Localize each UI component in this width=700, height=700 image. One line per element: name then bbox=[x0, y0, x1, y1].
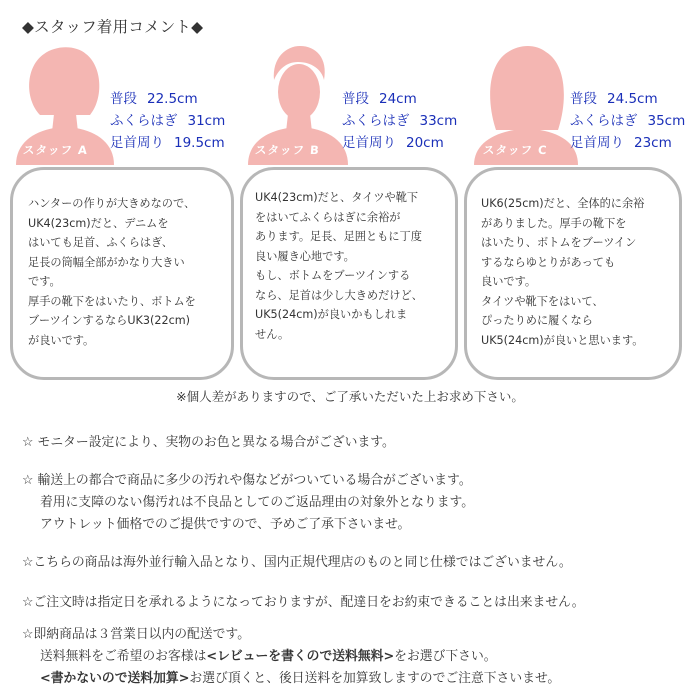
comment-line: UK4(23cm)だと、デニムを bbox=[28, 216, 169, 230]
monitor-notice: ☆ モニター設定により、実物のお色と異なる場合がございます。 bbox=[22, 435, 395, 450]
measurement-calf: ふくらはぎ 31cm bbox=[110, 113, 226, 129]
measurement-ankle: 足首周り 19.5cm bbox=[110, 135, 225, 151]
shipping-fee-notice: ☆即納商品は３営業日以内の配送です。 送料無料をご希望のお客様は<レビューを書くので送料無料>をお選び下さい。 <書かないので送料加算>お選び頂くと、後日送料を加算致しますのでご注意下さいませ。 bbox=[22, 624, 560, 690]
staff-b-profile bbox=[242, 40, 472, 170]
comment-line: あります。足長、足囲ともに丁度 bbox=[255, 230, 422, 243]
shipping-damage-notice: ☆ 輸送上の都合で商品に多少の汚れや傷などがついている場合がございます。 着用に支障のない傷汚れは不良品としてのご返品理由の対象外となります。 アウトレット価格でのご提供ですので、予めご了承下さいませ。 bbox=[22, 473, 475, 532]
comment-line: はいたり、ボトムをブーツイン bbox=[481, 236, 637, 249]
comment-line: せん。 bbox=[255, 327, 290, 341]
import-notice: ☆こちらの商品は海外並行輸入品となり、国内正規代理店のものと同じ仕様ではございません。 bbox=[22, 555, 572, 570]
staff-label: スタッフ A bbox=[22, 143, 89, 157]
comment-line: 厚手の靴下をはいたり、ボトムを bbox=[28, 294, 196, 308]
shipping-charge-line: <書かないので送料加算>お選び頂くと、後日送料を加算致しますのでご注意下さいませ。 bbox=[40, 671, 561, 686]
comment-line: UK5(24cm)が良いと思います。 bbox=[481, 333, 644, 347]
staff-a-comment-bubble bbox=[10, 167, 234, 380]
staff-label: スタッフ B bbox=[254, 143, 321, 157]
staff-silhouette-icon bbox=[470, 40, 580, 165]
comment-line: ハンターの作りが大きめなので、 bbox=[28, 197, 196, 210]
comment-line: です。 bbox=[28, 275, 61, 288]
measurement-list bbox=[110, 88, 225, 154]
comment-line: 良い履き心地です。 bbox=[255, 249, 355, 263]
review-free-shipping-option: <レビューを書くので送料無料> bbox=[206, 649, 395, 664]
section-title: ◆スタッフ着用コメント◆ bbox=[22, 18, 204, 36]
measurement-list bbox=[342, 88, 457, 154]
measurement-usual: 普段 24.5cm bbox=[570, 91, 658, 107]
comment-line: はいても足首、ふくらはぎ、 bbox=[28, 236, 173, 249]
delivery-date-notice: ☆ご注文時は指定日を承れるようになっておりますが、配達日をお約束できることは出来ません。 bbox=[22, 595, 585, 610]
free-shipping-line: 送料無料をご希望のお客様は<レビューを書くので送料無料>をお選び下さい。 bbox=[40, 649, 497, 664]
staff-c-profile bbox=[470, 40, 700, 170]
staff-label: スタッフ C bbox=[482, 143, 548, 157]
measurement-calf: ふくらはぎ 35cm bbox=[570, 113, 686, 129]
staff-c-comment-bubble bbox=[464, 167, 682, 380]
comment-line: タイツや靴下をはいて、 bbox=[481, 294, 604, 308]
comment-line: 足長の筒幅全部がかなり大きい bbox=[28, 255, 185, 269]
comment-line: をはいてふくらはぎに余裕が bbox=[255, 210, 401, 224]
comment-line: ぴったりめに履くなら bbox=[481, 314, 593, 327]
comment-line: UK4(23cm)だと、タイツや靴下 bbox=[255, 191, 419, 204]
staff-silhouette-icon bbox=[10, 40, 120, 165]
comment-line: UK6(25cm)だと、全体的に余裕 bbox=[481, 197, 645, 210]
comment-line: UK5(24cm)が良いかもしれま bbox=[255, 308, 408, 321]
measurement-usual: 普段 24cm bbox=[342, 91, 417, 107]
staff-b-comment-bubble bbox=[240, 167, 458, 380]
measurement-list bbox=[570, 88, 685, 154]
comment-line: もし、ボトムをブーツインする bbox=[255, 269, 411, 282]
comment-line: なら、足首は少し大きめだけど、 bbox=[255, 288, 423, 302]
measurement-ankle: 足首周り 20cm bbox=[342, 135, 444, 151]
comment-line: するならゆとりがあっても bbox=[481, 255, 616, 269]
measurement-usual: 普段 22.5cm bbox=[110, 91, 198, 107]
comment-line: ブーツインするならUK3(22cm) bbox=[28, 314, 191, 327]
comment-line: が良いです。 bbox=[28, 333, 95, 347]
individual-difference-disclaimer: ※個人差がありますので、ご了承いただいた上お求め下さい。 bbox=[176, 389, 524, 404]
comment-line: 良いです。 bbox=[481, 275, 537, 288]
measurement-ankle: 足首周り 23cm bbox=[570, 135, 672, 151]
staff-silhouette-icon bbox=[242, 40, 352, 165]
shipping-charge-option: <書かないので送料加算> bbox=[40, 671, 190, 686]
staff-a-profile bbox=[10, 40, 240, 170]
measurement-calf: ふくらはぎ 33cm bbox=[342, 113, 458, 129]
comment-line: がありました。厚手の靴下を bbox=[481, 216, 627, 230]
